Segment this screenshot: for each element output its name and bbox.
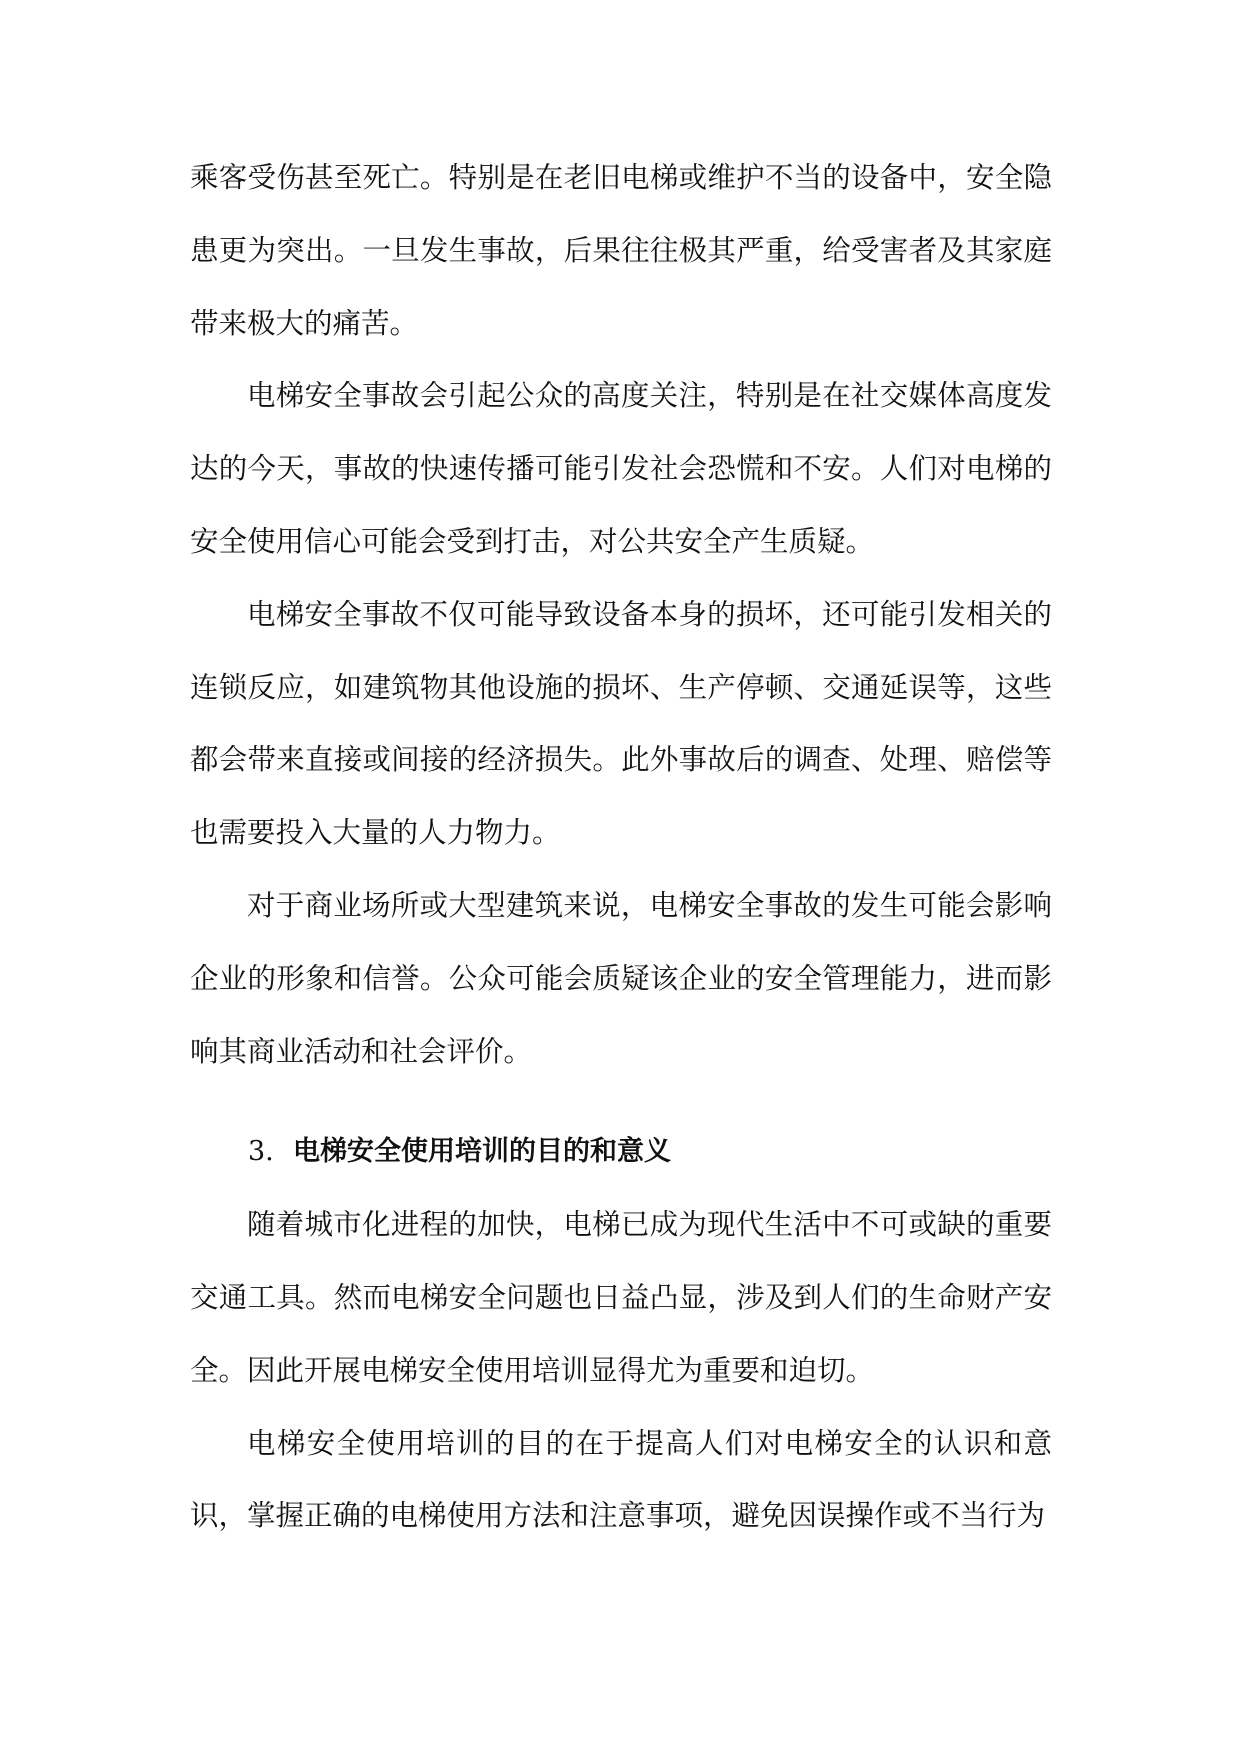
paragraph-training-importance: 随着城市化进程的加快，电梯已成为现代生活中不可或缺的重要交通工具。然而电梯安全问题也日益凸显，涉及到人们的生命财产安全。因此开展电梯安全使用培训显得尤为重要和迫切。 (190, 1208, 1052, 1387)
paragraph-economic-loss: 电梯安全事故不仅可能导致设备本身的损坏，还可能引发相关的连锁反应，如建筑物其他设施的损坏、生产停顿、交通延误等，这些都会带来直接或间接的经济损失。此外事故后的调查、处理、赔偿等也需要投入大量的人力物力。 (190, 597, 1052, 850)
paragraph-continuation: 乘客受伤甚至死亡。特别是在老旧电梯或维护不当的设备中，安全隐患更为突出。一旦发生事故，后果往往极其严重，给受害者及其家庭带来极大的痛苦。 (190, 161, 1052, 340)
section-number: 3. (248, 1136, 274, 1168)
paragraph-training-purpose: 电梯安全使用培训的目的在于提高人们对电梯安全的认识和意识，掌握正确的电梯使用方法和注意事项，避免因误操作或不当行为 (190, 1426, 1052, 1533)
section-title: 电梯安全使用培训的目的和意义 (293, 1136, 671, 1168)
paragraph-public-concern: 电梯安全事故会引起公众的高度关注，特别是在社交媒体高度发达的今天，事故的快速传播可能引发社会恐慌和不安。人们对电梯的安全使用信心可能会受到打击，对公共安全产生质疑。 (190, 379, 1052, 558)
document-body (190, 142, 1052, 1553)
paragraph-business-reputation: 对于商业场所或大型建筑来说，电梯安全事故的发生可能会影响企业的形象和信誉。公众可能会质疑该企业的安全管理能力，进而影响其商业活动和社会评价。 (190, 888, 1052, 1068)
section-heading (190, 1116, 1052, 1189)
section-spacer (190, 1088, 1052, 1116)
